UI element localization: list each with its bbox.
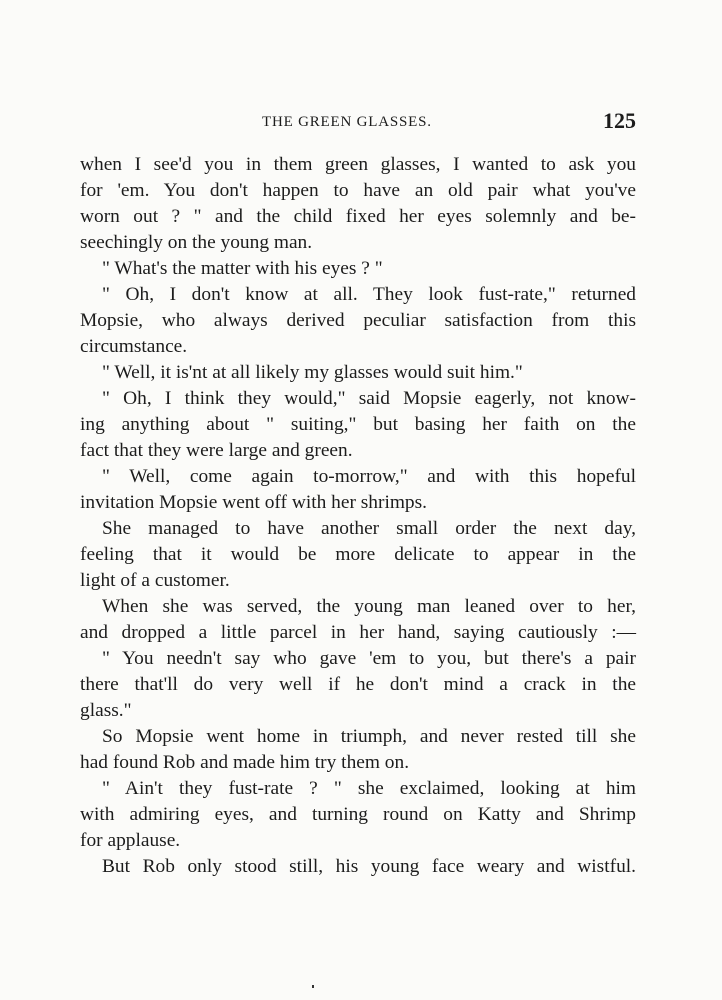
text-line: But Rob only stood still, his young face weary and wistful. [102, 856, 636, 877]
text-line: seechingly on the young man. [80, 232, 313, 253]
text-line: She managed to have another small order the next day, [102, 518, 636, 539]
text-line: glass." [80, 700, 132, 721]
text-line: with admiring eyes, and turning round on Katty and Shrimp [80, 804, 636, 825]
text-line: " You needn't say who gave 'em to you, but there's a pair [102, 648, 636, 669]
text-line: ing anything about " suiting," but basing her faith on the [80, 414, 636, 435]
text-line: when I see'd you in them green glasses, I wanted to ask you [80, 154, 636, 175]
text-line: " What's the matter with his eyes ? " [102, 258, 383, 279]
text-line: and dropped a little parcel in her hand, saying cautiously :— [80, 622, 636, 643]
text-line: light of a customer. [80, 570, 230, 591]
ink-speck [312, 985, 314, 988]
text-line: " Oh, I don't know at all. They look fust-rate," returned [102, 284, 636, 305]
text-line: circumstance. [80, 336, 188, 357]
text-line: had found Rob and made him try them on. [80, 752, 410, 773]
text-line: there that'll do very well if he don't mind a crack in the [80, 674, 636, 695]
text-line: " Ain't they fust-rate ? " she exclaimed, looking at him [102, 778, 636, 799]
running-title: THE GREEN GLASSES. [262, 114, 432, 130]
page-header [80, 108, 636, 138]
text-line: " Oh, I think they would," said Mopsie eagerly, not know- [102, 388, 636, 409]
text-line: When she was served, the young man leaned over to her, [102, 596, 636, 617]
text-line: invitation Mopsie went off with her shrimps. [80, 492, 428, 513]
text-line: Mopsie, who always derived peculiar satisfaction from this [80, 310, 636, 331]
text-line: " Well, come again to-morrow," and with this hopeful [102, 466, 636, 487]
page-number: 125 [603, 108, 636, 133]
text-line: feeling that it would be more delicate to appear in the [80, 544, 636, 565]
body-text [80, 152, 636, 880]
text-line: for 'em. You don't happen to have an old pair what you've [80, 180, 636, 201]
text-line: So Mopsie went home in triumph, and never rested till she [102, 726, 636, 747]
text-line: worn out ? " and the child fixed her eyes solemnly and be- [80, 206, 636, 227]
text-line: " Well, it is'nt at all likely my glasses would suit him." [102, 362, 523, 383]
text-line: for applause. [80, 830, 181, 851]
text-line: fact that they were large and green. [80, 440, 353, 461]
